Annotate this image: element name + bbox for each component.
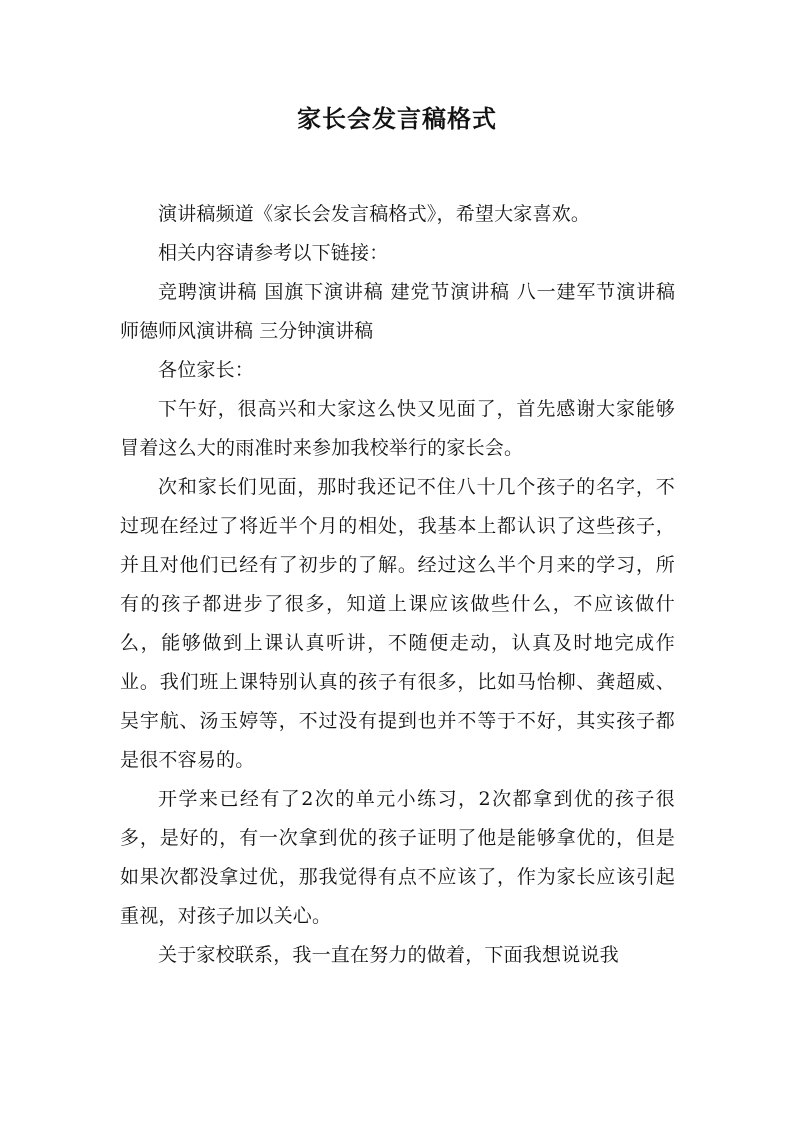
link-party-day-speech[interactable]: 建党节演讲稿 [390,281,510,303]
document-body [120,195,675,975]
body-paragraph-3: 开学来已经有了2次的单元小练习，2次都拿到优的孩子很多，是好的，有一次拿到优的孩子证明了他是能够拿优的，但是如果次都没拿过优，那我觉得有点不应该了，作为家长应该引起重视，对孩子加以关心。 [120,788,675,927]
body-paragraph-2: 次和家长们见面，那时我还记不住八十几个孩子的名字，不过现在经过了将近半个月的相处，我基本上都认识了这些孩子，并且对他们已经有了初步的了解。经过这么半个月来的学习，所有的孩子都进步了很多，知道上课应该做些什么，不应该做什么，能够做到上课认真听讲，不随便走动，认真及时地完成作业。我们班上课特别认真的孩子有很多，比如马怡柳、龚超威、吴宇航、汤玉婷等，不过没有提到也并不等于不好，其实孩子都是很不容易的。 [120,476,675,771]
link-army-day-speech[interactable]: 八一建军节演讲稿 [516,281,675,303]
body-paragraph-4: 关于家校联系，我一直在努力的做着，下面我想说说我 [158,944,619,966]
link-jingpin-speech[interactable]: 竞聘演讲稿 [158,281,258,303]
greeting: 各位家长： [158,359,255,381]
intro-paragraph: 演讲稿频道《家长会发言稿格式》，希望大家喜欢。 [158,203,591,225]
page-title: 家长会发言稿格式 [297,105,497,133]
body-paragraph-1: 下午好，很高兴和大家这么快又见面了，首先感谢大家能够冒着这么大的雨准时来参加我校举行的家长会。 [120,398,675,459]
related-links-label: 相关内容请参考以下链接： [158,242,389,264]
link-teacher-ethics-speech[interactable]: 师德师风演讲稿 [120,320,254,342]
related-links [120,273,675,351]
link-flag-speech[interactable]: 国旗下演讲稿 [264,281,384,303]
link-three-minute-speech[interactable]: 三分钟演讲稿 [259,320,374,342]
